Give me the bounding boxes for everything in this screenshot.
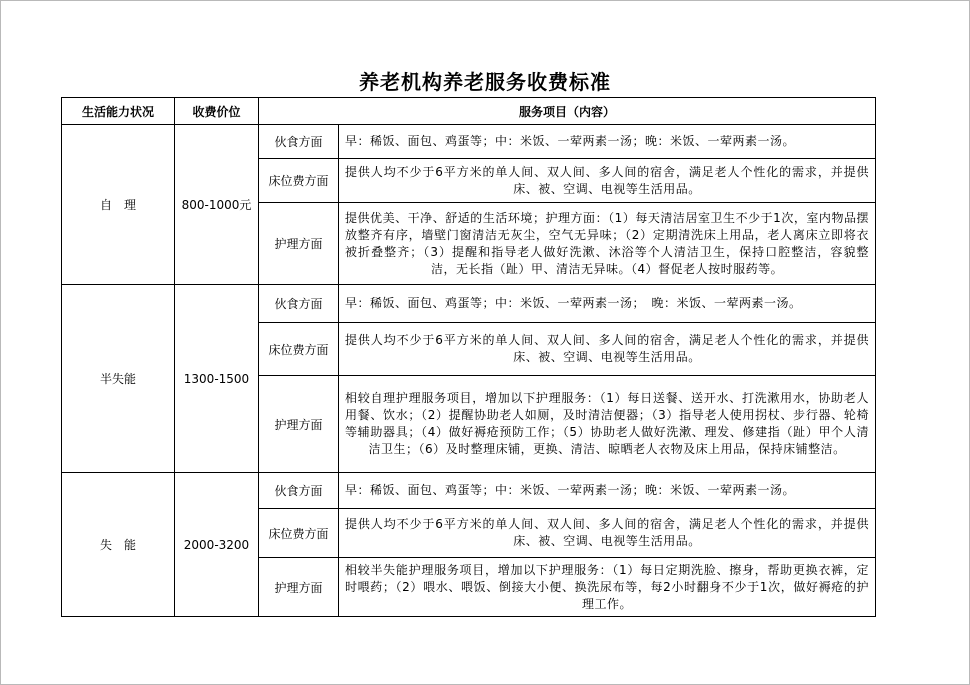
table-row	[62, 285, 876, 323]
aspect-cell: 伙食方面	[259, 125, 339, 159]
price-cell: 1300-1500	[175, 285, 259, 473]
content-cell: 提供人均不少于6平方米的单人间、双人间、多人间的宿舍，满足老人个性化的需求，并提供床、被、空调、电视等生活用品。	[339, 159, 876, 203]
content-cell: 相较半失能护理服务项目，增加以下护理服务：（1）每日定期洗脸、擦身，帮助更换衣裤，定时喂药；（2）喂水、喂饭、倒接大小便、换洗尿布等，每2小时翻身不少于1次，做好褥疮的护理工作。	[339, 558, 876, 617]
document-title: 养老机构养老服务收费标准	[359, 70, 611, 94]
level-cell: 失 能	[62, 473, 175, 617]
table-row	[62, 473, 876, 509]
content-cell: 提供人均不少于6平方米的单人间、双人间、多人间的宿舍，满足老人个性化的需求，并提供床、被、空调、电视等生活用品。	[339, 509, 876, 558]
content-cell: 早：稀饭、面包、鸡蛋等；中：米饭、一荤两素一汤；晚：米饭、一荤两素一汤。	[339, 125, 876, 159]
aspect-cell: 护理方面	[259, 203, 339, 285]
price-cell: 2000-3200	[175, 473, 259, 617]
table-row	[62, 125, 876, 159]
header-level: 生活能力状况	[62, 98, 175, 125]
price-cell: 800-1000元	[175, 125, 259, 285]
header-content: 服务项目（内容）	[259, 98, 876, 125]
aspect-cell: 床位费方面	[259, 159, 339, 203]
level-cell: 半失能	[62, 285, 175, 473]
aspect-cell: 护理方面	[259, 558, 339, 617]
aspect-cell: 护理方面	[259, 376, 339, 473]
aspect-cell: 伙食方面	[259, 473, 339, 509]
aspect-cell: 床位费方面	[259, 509, 339, 558]
content-cell: 早：稀饭、面包、鸡蛋等；中：米饭、一荤两素一汤；晚：米饭、一荤两素一汤。	[339, 473, 876, 509]
level-cell: 自 理	[62, 125, 175, 285]
fee-standard-table	[61, 97, 876, 617]
content-cell: 早：稀饭、面包、鸡蛋等；中：米饭、一荤两素一汤； 晚：米饭、一荤两素一汤。	[339, 285, 876, 323]
header-price: 收费价位	[175, 98, 259, 125]
content-cell: 提供优美、干净、舒适的生活环境；护理方面：（1）每天清洁居室卫生不少于1次，室内物品摆放整齐有序，墙壁门窗清洁无灰尘，空气无异味；（2）定期清洗床上用品，老人离床立即将衣被折叠整齐；（3）提醒和指导老人做好洗漱、沐浴等个人清洁卫生，保持口腔整洁，容貌整洁，无长指（趾）甲、清洁无异味。（4）督促老人按时服药等。	[339, 203, 876, 285]
aspect-cell: 伙食方面	[259, 285, 339, 323]
content-cell: 相较自理护理服务项目，增加以下护理服务：（1）每日送餐、送开水、打洗漱用水，协助老人用餐、饮水；（2）提醒协助老人如厕，及时清洁便器；（3）指导老人使用拐杖、步行器、轮椅等辅助器具；（4）做好褥疮预防工作；（5）协助老人做好洗漱、理发、修建指（趾）甲个人清洁卫生；（6）及时整理床铺，更换、清洁、晾晒老人衣物及床上用品，保持床铺整洁。	[339, 376, 876, 473]
content-cell: 提供人均不少于6平方米的单人间、双人间、多人间的宿舍，满足老人个性化的需求，并提供床、被、空调、电视等生活用品。	[339, 323, 876, 376]
aspect-cell: 床位费方面	[259, 323, 339, 376]
header-row	[62, 98, 876, 125]
